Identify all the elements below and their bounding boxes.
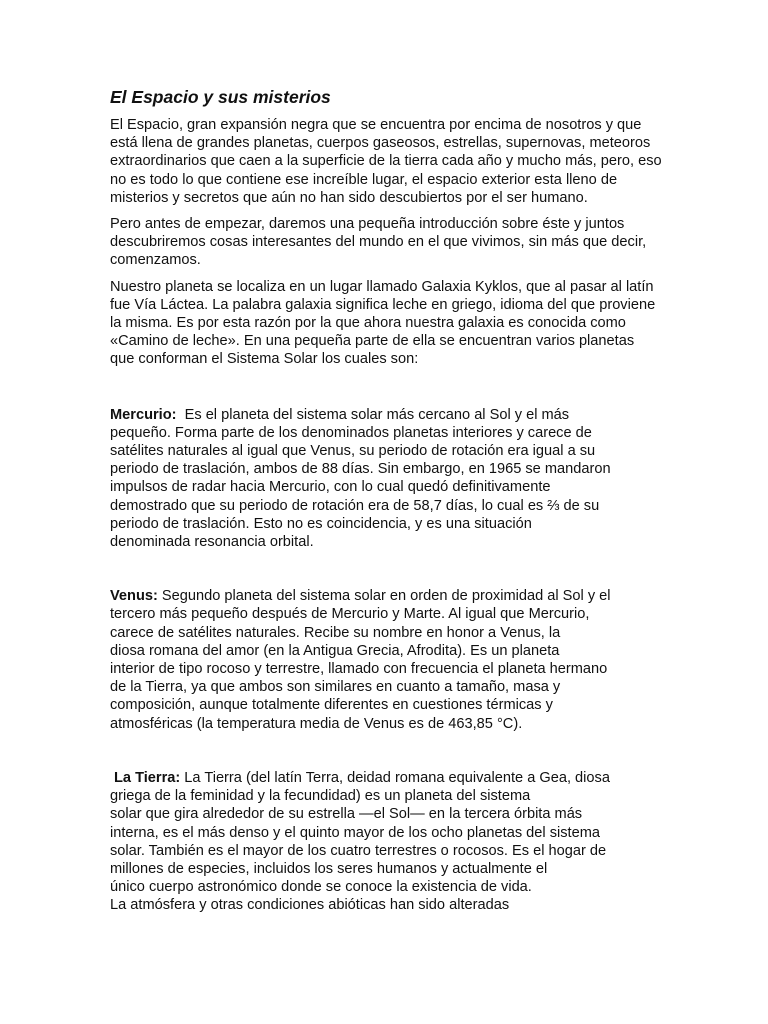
section-line: interna, es el más denso y el quinto mayor de los ocho planetas del sistema xyxy=(110,824,600,841)
section-line: pequeño. Forma parte de los denominados planetas interiores y carece de xyxy=(110,424,592,441)
section-line: periodo de traslación, ambos de 88 días. Sin embargo, en 1965 se mandaron xyxy=(110,461,611,478)
intro-paragraph-3: Nuestro planeta se localiza en un lugar llamado Galaxia Kyklos, que al pasar al latín fue Vía Láctea. La palabra galaxia significa leche en griego, idioma del que proviene la misma. Es por esta razón por la que ahora nuestra galaxia es conocida como «Camino de leche». En una pequeña parte de ella se encuentran varios planetas que conforman el Sistema Solar los cuales son: xyxy=(110,278,656,368)
section-mercurio xyxy=(110,406,662,552)
section-line: satélites naturales al igual que Venus, su periodo de rotación era igual a su xyxy=(110,443,596,460)
section-line: denominada resonancia orbital. xyxy=(110,534,314,551)
section-line: periodo de traslación. Esto no es coincidencia, y es una situación xyxy=(110,515,532,532)
section-line: interior de tipo rocoso y terrestre, llamado con frecuencia el planeta hermano xyxy=(110,661,608,678)
section-line: solar que gira alrededor de su estrella —el Sol— en la tercera órbita más xyxy=(110,806,583,823)
section-line: impulsos de radar hacia Mercurio, con lo cual quedó definitivamente xyxy=(110,479,551,496)
section-heading-mercurio: Mercurio: xyxy=(110,406,177,423)
section-line: de la Tierra, ya que ambos son similares en cuanto a tamaño, masa y xyxy=(110,679,561,696)
section-line: solar. También es el mayor de los cuatro terrestres o rocosos. Es el hogar de xyxy=(110,842,607,859)
section-line xyxy=(110,406,662,424)
section-line: griega de la feminidad y la fecundidad) es un planeta del sistema xyxy=(110,788,531,805)
section-text: Segundo planeta del sistema solar en orden de proximidad al Sol y el xyxy=(157,588,611,605)
section-heading-la-tierra: La Tierra: xyxy=(114,769,181,786)
document-page xyxy=(110,86,662,915)
section-line: tercero más pequeño después de Mercurio y Marte. Al igual que Mercurio, xyxy=(110,606,590,623)
intro-paragraph-1: El Espacio, gran expansión negra que se encuentra por encima de nosotros y que está llena de grandes planetas, cuerpos gaseosos, estrellas, supernovas, meteoros extraordinarios que caen a la superficie de la tierra cada año y mucho más, pero, eso no es todo lo que contiene ese increíble lugar, el espacio exterior esta lleno de misterios y secretos que aún no han sido descubiertos por el ser humano. xyxy=(110,117,662,206)
section-line: carece de satélites naturales. Recibe su nombre en honor a Venus, la xyxy=(110,624,561,641)
section-line: demostrado que su periodo de rotación era de 58,7 días, lo cual es ⅔ de su xyxy=(110,497,600,514)
section-line: millones de especies, incluidos los seres humanos y actualmente el xyxy=(110,860,548,877)
section-heading-venus: Venus: xyxy=(110,588,158,605)
section-line xyxy=(110,587,662,605)
section-la-tierra xyxy=(110,769,662,915)
section-text: Es el planeta del sistema solar más cercano al Sol y el más xyxy=(176,406,570,423)
document-title: El Espacio y sus misterios xyxy=(110,87,331,107)
section-venus xyxy=(110,587,662,733)
section-line: La atmósfera y otras condiciones abióticas han sido alteradas xyxy=(110,897,510,914)
section-text: La Tierra (del latín Terra, deidad romana equivalente a Gea, diosa xyxy=(180,769,610,786)
intro-paragraph-2: Pero antes de empezar, daremos una pequeña introducción sobre éste y juntos descubriremos cosas interesantes del mundo en el que vivimos, sin más que decir, comenzamos. xyxy=(110,216,647,269)
section-line xyxy=(110,769,662,787)
section-line: composición, aunque totalmente diferentes en cuestiones térmicas y xyxy=(110,697,553,714)
section-line: único cuerpo astronómico donde se conoce la existencia de vida. xyxy=(110,879,532,896)
section-line: atmosféricas (la temperatura media de Venus es de 463,85 °C). xyxy=(110,715,523,732)
section-line: diosa romana del amor (en la Antigua Grecia, Afrodita). Es un planeta xyxy=(110,642,560,659)
